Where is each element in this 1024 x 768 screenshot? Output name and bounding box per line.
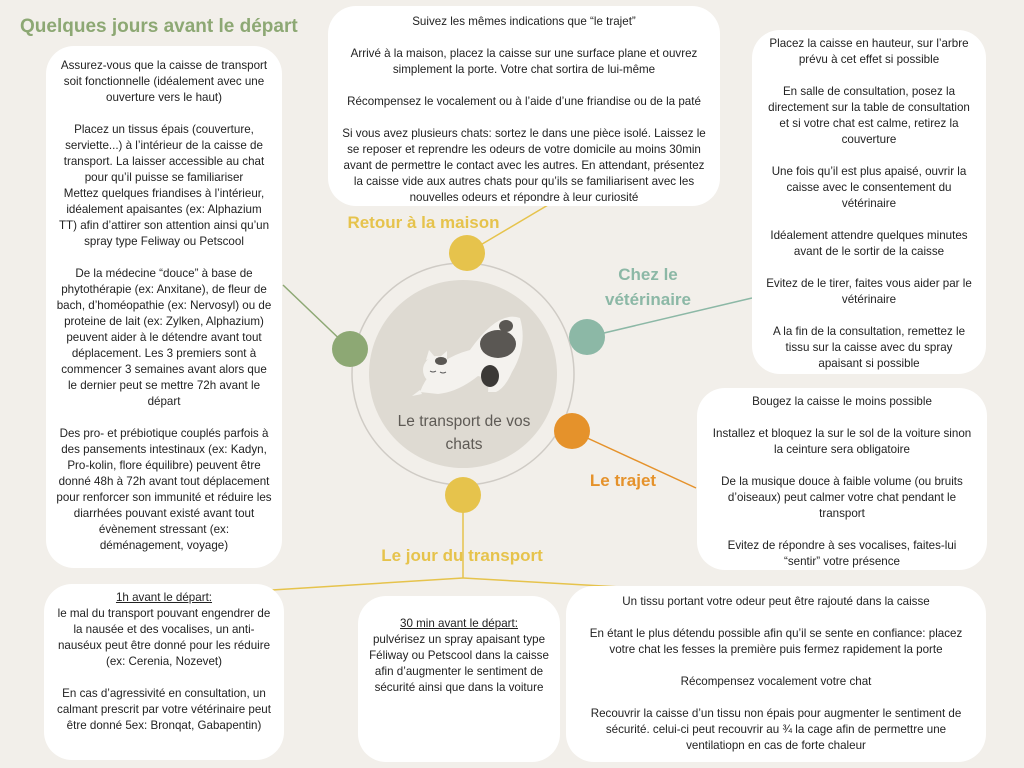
- veto-p1: Placez la caisse en hauteur, sur l’arbre prévu à cet effet si possible: [769, 37, 969, 66]
- trajet-p3: De la musique douce à faible volume (ou bruits d’oiseaux) peut calmer votre chat pendant le transport: [721, 475, 963, 520]
- veto-p3: Une fois qu’il est plus apaisé, ouvrir la caisse avec le consentement du vétérinaire: [771, 165, 967, 210]
- card-trajet: [697, 388, 987, 570]
- dot-before: [332, 331, 368, 367]
- retour-p4: Si vous avez plusieurs chats: sortez le dans une pièce isolé. Laissez le se reposer et reprendre les odeurs de votre domicile au moins 30min avant de permettre le contact avec les autres. En attendant, présentez la caisse vide aux autres chats pour qu’ils se familiarisent avec les nouvelles odeurs et répondre à leur curiosité: [342, 127, 706, 204]
- jour-tips-p1: Un tissu portant votre odeur peut être rajouté dans la caisse: [622, 595, 930, 608]
- jour-1h-heading: 1h avant le départ:: [115, 591, 213, 604]
- jour-1h-p1: le mal du transport pouvant engendrer de la nausée et des vocalises, un anti-nauséux peut être donné pour les réduire (ex: Cerenia, Nozevet): [57, 607, 271, 668]
- jour-30min-text: pulvérisez un spray apaisant type Féliway ou Petscool dans la caisse afin d’augmenter le sentiment de sécurité ainsi que dans la voiture: [369, 633, 549, 694]
- card-jour-1h: [44, 584, 284, 760]
- title-retour: Retour à la maison: [347, 213, 500, 232]
- trajet-p1: Bougez la caisse le moins possible: [752, 395, 932, 408]
- jour-30min-heading: 30 min avant le départ:: [400, 617, 518, 630]
- title-jour: Le jour du transport: [381, 546, 543, 565]
- jour-tips-p2: En étant le plus détendu possible afin qu’il se sente en confiance: placez votre chat les fesses la première puis fermez rapidement la porte: [589, 627, 963, 656]
- retour-p3: Récompensez le vocalement ou à l’aide d’une friandise ou de la paté: [347, 95, 701, 108]
- card-retour: [328, 6, 720, 206]
- veto-p4: Idéalement attendre quelques minutes avant de le sortir de la caisse: [770, 229, 968, 258]
- dot-trajet: [554, 413, 590, 449]
- card-veto: [752, 30, 986, 374]
- title-veto-line2: vétérinaire: [605, 290, 691, 309]
- card-jour-30min: [358, 596, 560, 762]
- center-title: [370, 410, 558, 456]
- center-title-line2: chats: [445, 436, 483, 453]
- title-before: Quelques jours avant le départ: [20, 16, 298, 37]
- dot-veto: [569, 319, 605, 355]
- title-trajet: Le trajet: [589, 471, 657, 490]
- jour-tips-p3: Récompensez vocalement votre chat: [680, 675, 872, 688]
- connector-jour-left: [272, 578, 463, 590]
- card-before: [46, 46, 282, 568]
- center-title-line1: Le transport de vos: [397, 413, 531, 430]
- jour-1h-p2: En cas d’agressivité en consultation, un calmant prescrit par votre vétérinaire peut être donné 5ex: Bronqat, Gabapentin): [57, 687, 271, 732]
- title-veto-line1: Chez le: [618, 265, 678, 284]
- retour-p2: Arrivé à la maison, placez la caisse sur une surface plane et ouvrez simplement la porte. Votre chat sortira de lui-même: [350, 47, 698, 76]
- before-p1: Assurez-vous que la caisse de transport soit fonctionnelle (idéalement avec une ouverture vers le haut): [60, 59, 268, 104]
- veto-p6: A la fin de la consultation, remettez le tissu sur la caisse avec du spray apaisant si possible: [772, 325, 966, 370]
- jour-tips-p4: Recouvrir la caisse d’un tissu non épais pour augmenter le sentiment de sécurité. celui-ci peut recouvrir au ¾ la cage afin de permettre une ventilatiopn en cas de forte chaleur: [590, 707, 962, 752]
- before-p5: Des pro- et prébiotique couplés parfois à des pansements intestinaux (ex: Kadyn, Pro-kolin, flore équilibre) peuvent être donné 48h à 72h avant tout déplacement pour renforcer son immunité et réduire les diarrhées pouvant existé avant tout évènement stressant (ex: déménagement, voyage): [56, 427, 272, 552]
- veto-p5: Evitez de le tirer, faites vous aider par le vétérinaire: [766, 277, 972, 306]
- title-veto: [592, 262, 704, 312]
- veto-p2: En salle de consultation, posez la directement sur la table de consultation et si votre chat est calme, retirez la couverture: [768, 85, 970, 146]
- dot-retour: [449, 235, 485, 271]
- retour-p1: Suivez les mêmes indications que “le trajet”: [412, 15, 636, 28]
- before-p3: Mettez quelques friandises à l’intérieur, idéalement apaisantes (ex: Alphazium TT) afin d’attirer son attention ainsi qu’un spray type Feliway ou Petscool: [58, 187, 270, 248]
- card-jour-tips: [566, 586, 986, 762]
- before-p4: De la médecine “douce” à base de phytothérapie (ex: Anxitane), de fleur de bach, d’homéopathie (ex: Nervosyl) ou de proteine de lait (ex: Zylken, Alphazium) peuvent aider à le détendre avant tout déplacement. Les 3 premiers sont à commencer 3 semaines avant alors que le dernier peut se mettre 72h avant le départ: [56, 267, 272, 408]
- before-p2: Placez un tissus épais (couverture, serviette...) à l’intérieur de la caisse de transport. La laisser accessible au chat pour qu’il puisse se familiariser: [63, 123, 265, 184]
- trajet-p2: Installez et bloquez la sur le sol de la voiture sinon la ceinture sera obligatoire: [712, 427, 972, 456]
- dot-jour: [445, 477, 481, 513]
- trajet-p4: Evitez de répondre à ses vocalises, faites-lui “sentir” votre présence: [727, 539, 957, 568]
